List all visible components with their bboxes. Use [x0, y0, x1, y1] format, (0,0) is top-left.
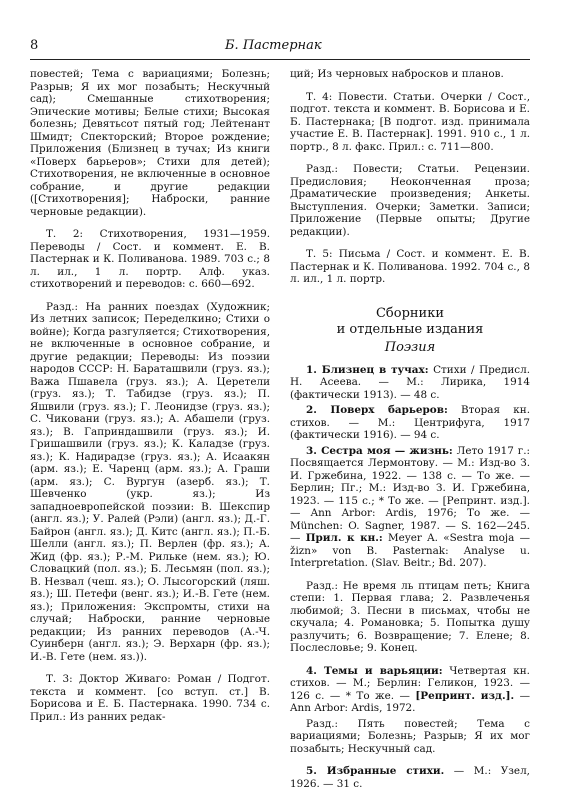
entry-1-text: Стихи / Предисл. Н. Асеева. — М.: Лирика, 1914 (фактически 1913). — 48 с.: [290, 363, 531, 401]
entry-4-title: 4. Темы и варьяции:: [306, 664, 443, 677]
header-rule: [30, 59, 530, 60]
right-column: [290, 68, 530, 790]
section-title-line-2: и отдельные издания: [336, 321, 484, 337]
left-paragraph-4: Т. 3: Доктор Живаго: Роман / Подгот. текста и коммент. [со вступ. ст.] В. Борисова и Е. Б. Пастернака. 1990. 734 с. Прил.: Из ранних редак-: [30, 673, 270, 723]
entry-2-text: Вторая кн. стихов. — М.: Центрифуга, 1917 (фактически 1916). — 94 с.: [290, 404, 530, 441]
section-subtitle: Поэзия: [384, 339, 436, 355]
page-header: [30, 38, 530, 56]
section-title: [290, 306, 530, 338]
section-title-line-1: Сборники: [375, 305, 445, 321]
left-column: [30, 68, 270, 723]
entry-3: [290, 445, 530, 570]
entry-5-title: 5. Избранные стихи.: [306, 765, 445, 777]
entry-4-text: Четвертая кн. стихов. — М.; Берлин: Геликон, 1923. — 126 с. — * То же. —: [290, 664, 530, 702]
left-paragraph-3: Разд.: На ранних поездах (Художник; Из летних записок; Переделкино; Стихи о войне); Когда разгуляется; Стихотворения, не включенные в основное собрание, и другие редакции; Переводы: Из поэзии народов СССР: Н. Бараташвили (груз. яз.); Важа Пшавела (груз. яз.); А. Церетели (груз. яз.); Т. Табидзе (груз. яз.); П. Яшвили (груз. яз.); Г. Леонидзе (груз. яз.); С. Чиковани (груз. яз.); А. Абашели (груз. яз.); В. Гаприндашвили (груз. яз.); И. Гришашвили (груз. яз.); К. Каладзе (груз. яз.); К. Надирадзе (груз. яз.); А. Исаакян (арм. яз.); Е. Чаренц (арм. яз.); А. Граши (арм. яз.); С. Вургун (азерб. яз.); Т. Шевченко (укр. яз.); Из западноевропейской поэзии: В. Шекспир (англ. яз.); У. Ралей (Рэли) (англ. яз.); Д.-Г. Байрон (англ. яз.); Д. Китс (англ. яз.); П.-Б. Шелли (англ. яз.); П. Верлен (фр. яз.); А. Жид (фр. яз.); Р.-М. Рильке (нем. яз.); Ю. Словацкий (пол. яз.); Б. Лесьмян (пол. яз.); В. Незвал (чеш. яз.); О. Лысогорский (ляш. яз.); Ш. Петефи (венг. яз.); И.-В. Гете (нем. яз.); Приложения: Экспромты, стихи на случай; Наброски, ранние черновые редакции; Из ранних переводов (А.-Ч. Суинберн (англ. яз.); Э. Верхарн (фр. яз.); И.-В. Гете (нем. яз.)).: [30, 300, 271, 663]
right-paragraph-1: Т. 4: Повести. Статьи. Очерки / Сост., подгот. текста и коммент. В. Борисова и Е. Б. Пастернака; [В подгот. изд. принимала участие Е. В. Пастернак]. 1991. 910 с., 1 л. портр., 8 л. факс. Прил.: с. 711—800.: [290, 90, 530, 153]
page-number: 8: [30, 38, 39, 53]
entry-4-text-2: — Ann Arbor: Ardis, 1972.: [290, 689, 530, 714]
entry-4-reprint-label: [Репринт. изд.].: [415, 689, 515, 702]
left-paragraph-1: повестей; Тема с вариациями; Болезнь; Разрыв; Я их мог позабыть; Нескучный сад); Смешанные стихотворения; Эпические мотивы; Белые стихи; Высокая болезнь; Девятьсот пятый год; Лейтенант Шмидт; Спекторский; Второе рождение; Приложения (Близнец в тучах; Из книги «Поверх барьеров»; Стихи для детей); Стихотворения, не включенные в основное собрание, и другие редакции ([Стихотворения]; Наброски, ранние черновые редакции).: [30, 68, 270, 218]
entry-4: [290, 665, 530, 715]
entry-5: [290, 765, 530, 790]
entry-1: [290, 364, 530, 402]
right-paragraph-0: ций; Из черновых набросков и планов.: [290, 68, 504, 80]
entry-3-sections: Разд.: Не время ль птицам петь; Книга степи: 1. Первая глава; 2. Развлеченья любимой; 3. Песни в письмах, чтобы не скучала; 4. Романовка; 5. Попытка душу разлучить; 6. Возвращение; 7. Елене; 8. Послесловье; 9. Конец.: [290, 579, 530, 654]
entry-3-appendix-label: Прил. к кн.:: [305, 532, 383, 544]
entry-2: [290, 404, 530, 442]
entry-1-title: 1. Близнец в тучах:: [306, 363, 429, 376]
entry-3-text: Лето 1917 г.: Посвящается Лермонтову. — М.: Изд-во З. И. Гржебина, 1922. — 138 с. — То же. — Берлин; Пг.; М.: Изд-во З. И. Гржебина, 1923. — 115 с.; * То же. — [Репринт. изд.]. — Ann Arbor: Ardis, 1976; То же. — München: O. Sagner, 1987. — S. 162—245. —: [290, 444, 530, 544]
entry-4-sections: Разд.: Пять повестей; Тема с вариациями; Болезнь; Разрыв; Я их мог позабыть; Нескучный сад.: [290, 717, 530, 755]
entry-2-title: 2. Поверх барьеров:: [306, 404, 448, 416]
entry-3-text-2: Meyer A. «Sestra moja — žizn» von B. Pasternak: Analyse u. Interpretation. (Slav. Beitr.; Bd. 207).: [290, 532, 531, 569]
right-paragraph-2: Разд.: Повести; Статьи. Рецензии. Предисловия; Неоконченная проза; Драматические произведения; Анкеты. Выступления. Очерки; Заметки. Записи; Приложение (Первые опыты; Другие редакции).: [290, 163, 530, 238]
entry-5-text: — М.: Узел, 1926. — 31 с.: [290, 765, 530, 790]
right-paragraph-3: Т. 5: Письма / Сост. и коммент. Е. В. Пастернак и К. Поливанова. 1992. 704 с., 8 л. ил., 1 л. портр.: [290, 248, 530, 285]
left-paragraph-2: Т. 2: Стихотворения, 1931—1959. Переводы / Сост. и коммент. Е. В. Пастернак и К. Поливанова. 1989. 703 с.; 8 л. ил., 1 л. портр. Алф. указ. стихотворений и переводов: с. 660—692.: [30, 228, 270, 290]
running-head: Б. Пастернак: [225, 38, 322, 53]
entry-3-title: 3. Сестра моя — жизнь:: [306, 444, 453, 457]
